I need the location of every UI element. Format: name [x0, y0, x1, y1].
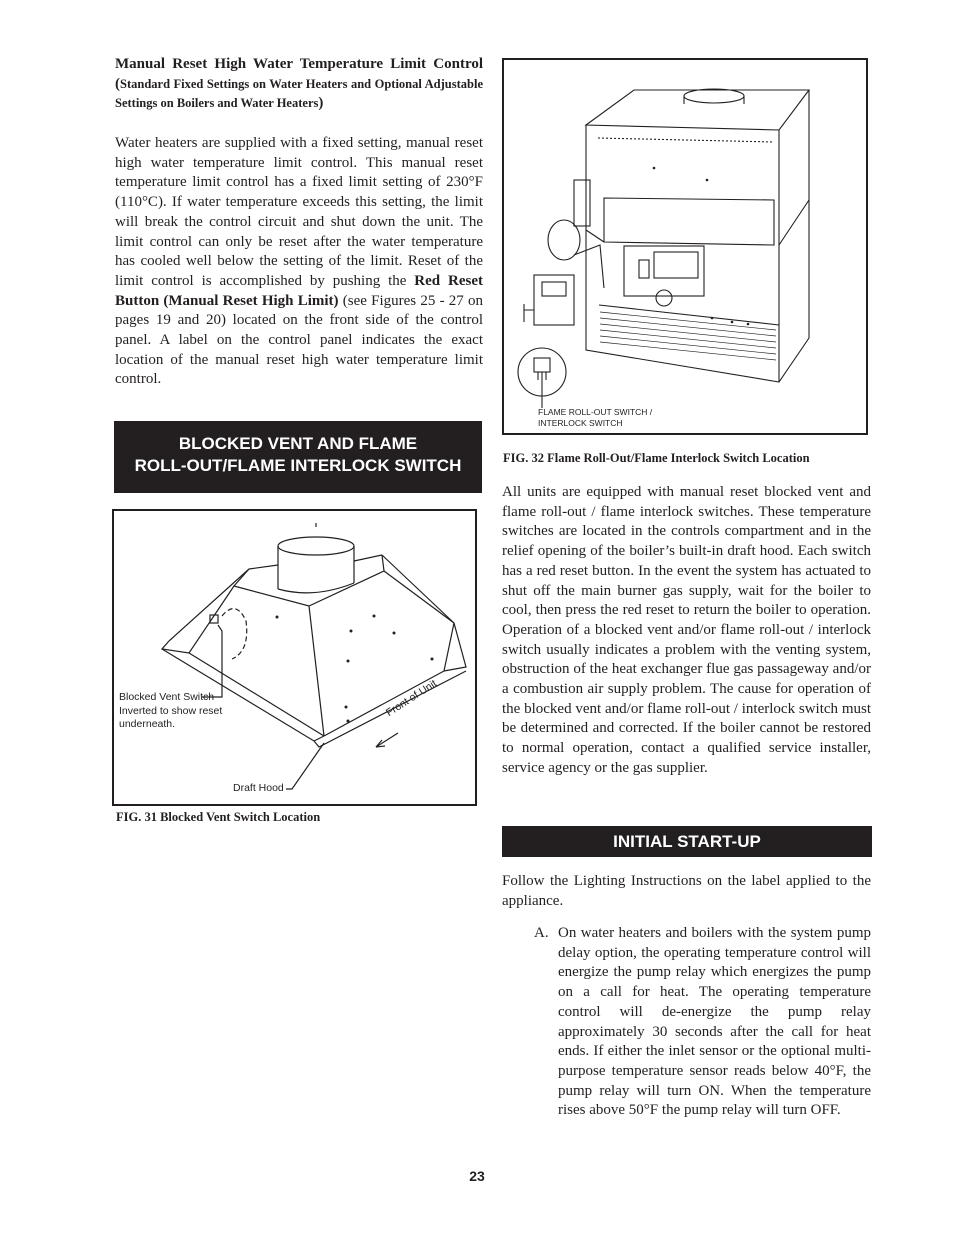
heading-close: ): [318, 95, 324, 111]
draft-hood-label: Draft Hood: [233, 782, 284, 794]
flame-rollout-label: [538, 407, 652, 428]
limit-control-paragraph: [115, 134, 483, 390]
para1-bold: Red Reset Button (Manual Reset High Limit): [115, 272, 483, 309]
heading-title: Manual Reset High Water Temperature Limit Control (: [115, 56, 483, 92]
follow-text: Follow the Lighting Instructions on the label applied to the appliance.: [502, 873, 871, 909]
blocked-vent-switch-label: [119, 691, 222, 732]
section-line2: ROLL-OUT/FLAME INTERLOCK SWITCH: [134, 456, 462, 475]
draft-hood-illustration: [114, 511, 475, 804]
figure-31-caption: FIG. 31 Blocked Vent Switch Location: [116, 810, 321, 824]
list-item-a: [558, 924, 871, 1121]
front-of-unit-label: Front of Unit: [384, 677, 439, 720]
figure-32-caption: FIG. 32 Flame Roll-Out/Flame Interlock Switch Location: [503, 451, 810, 465]
para1-text-b: (see Figures 25 - 27 on pages 19 and 20) located on the front side of the control panel. A label on the control panel indicates the exact location of the manual reset high water temperature limit control.: [115, 292, 483, 388]
section-heading-blocked-vent: [114, 421, 482, 493]
label-line: underneath.: [119, 718, 176, 730]
boiler-illustration: [504, 60, 866, 433]
section-line1: BLOCKED VENT AND FLAME: [178, 434, 418, 453]
follow-paragraph: [502, 872, 871, 911]
label-line: FLAME ROLL-OUT SWITCH /: [538, 407, 653, 417]
section-heading-initial-startup: INITIAL START-UP: [502, 826, 872, 857]
blocked-vent-text: All units are equipped with manual reset blocked vent and flame roll-out / flame interlock switches. These temperature switches are located in the controls compartment and in the relief opening of the boiler’s built-in draft hood. Each switch has a red reset button. In the event the system has actuated to shut off the main burner gas supply, wait for the boiler to cool, then press the red reset to return the boiler to operation. Operation of a blocked vent and/or flame roll-out / interlock switch usually indicates a problem with the venting system, obstruction of the heat exchanger flue gas passageway and/or a combustion air supply problem. The cause for operation of the blocked vent and/or flame roll-out / interlock switch must be determined and corrected. If the boiler cannot be restored to normal operation, contact a qualified service installer, service agency or the gas supplier.: [502, 484, 871, 776]
label-line: INTERLOCK SWITCH: [538, 417, 623, 428]
page-number: 23: [469, 1168, 485, 1184]
heading-sub: Standard Fixed Settings on Water Heaters and Optional Adjustable Settings on Boilers and Water Heaters: [115, 76, 483, 110]
label-line: Blocked Vent Switch: [119, 691, 215, 703]
figure-31-box: [112, 509, 477, 806]
figure-32-box: [502, 58, 868, 435]
label-line: Inverted to show reset: [119, 704, 223, 717]
blocked-vent-paragraph: [502, 483, 871, 779]
list-item-a-text: On water heaters and boilers with the system pump delay option, the operating temperature control will energize the pump relay which energizes the pump on a call for heat. The operating temperature control will de-energize the pump relay approximately 30 seconds after the call for heat ends. If either the inlet sensor or the optional multi-purpose temperature sensor reads below 40°F, the pump relay will turn ON. When the temperature rises above 50°F the pump relay will turn OFF.: [558, 925, 871, 1119]
list-marker-a: A.: [534, 925, 549, 941]
para1-text-a: Water heaters are supplied with a fixed setting, manual reset high water temperature limit control. This manual reset temperature limit control has a fixed limit setting of 230°F (110°C). If water temperature exceeds this setting, the limit will break the control circuit and shut down the unit. The limit control can only be reset after the water temperature has cooled well below the setting of the limit. Reset of the limit control is accomplished by pushing the: [115, 135, 483, 289]
limit-control-heading: [115, 55, 483, 114]
